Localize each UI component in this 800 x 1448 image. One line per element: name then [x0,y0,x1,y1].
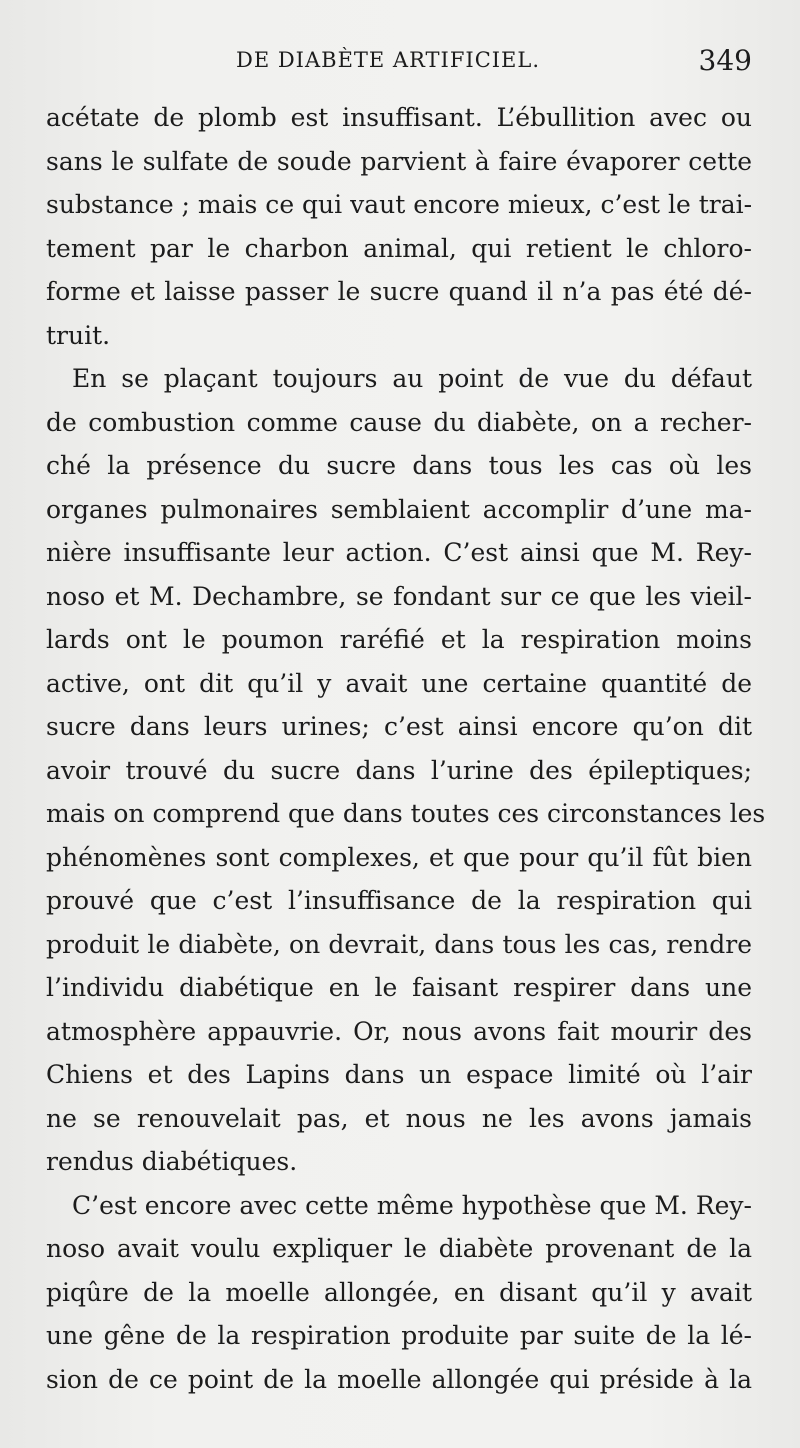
text-line: En se plaçant toujours au point de vue du défaut [72,364,752,393]
text-line: lards ont le poumon raréfié et la respiration moins [46,625,752,654]
text-line: phénomènes sont complexes, et que pour qu’il fût bien [46,842,752,872]
text-line: de combustion comme cause du diabète, on a recher- [46,407,752,437]
text-line: une gêne de la respiration produite par suite de la lé- [46,1321,752,1350]
text-line: active, ont dit qu’il y avait une certaine quantité de [46,668,752,698]
text-line: piqûre de la moelle allongée, en disant qu’il y avait [46,1277,752,1307]
body-text [46,96,766,1401]
text-line: ne se renouvelait pas, et nous ne les avons jamais [46,1103,752,1133]
text-line: ché la présence du sucre dans tous les cas où les [46,451,752,480]
text-line: forme et laisse passer le sucre quand il n’a pas été dé- [46,277,752,306]
text-line: sans le sulfate de soude parvient à faire évaporer cette [46,146,752,176]
text-line: produit le diabète, on devrait, dans tous les cas, rendre [46,929,752,959]
text-line: sion de ce point de la moelle allongée qui préside à la [46,1364,752,1394]
text-line: acétate de plomb est insuffisant. L’ébullition avec ou [46,103,752,132]
text-line: tement par le charbon animal, qui retient le chloro- [46,233,752,263]
text-line: substance ; mais ce qui vaut encore mieux, c’est le trai- [46,190,753,219]
text-line: mais on comprend que dans toutes ces circonstances les [46,799,766,828]
text-line: nière insuffisante leur action. C’est ainsi que M. Rey- [46,538,752,567]
text-line: prouvé que c’est l’insuffisance de la respiration qui [46,886,752,915]
text-line: C’est encore avec cette même hypothèse que M. Rey- [72,1190,753,1220]
text-line: atmosphère appauvrie. Or, nous avons fait mourir des [46,1016,752,1046]
text-line: l’individu diabétique en le faisant respirer dans une [46,973,752,1002]
text-line: rendus diabétiques. [46,1147,298,1176]
running-head [46,44,752,84]
text-line: noso et M. Dechambre, se fondant sur ce que les vieil- [46,581,752,611]
text-line: avoir trouvé du sucre dans l’urine des épileptiques; [46,755,752,785]
running-title: DE DIABÈTE ARTIFICIEL. [236,48,541,72]
text-line: organes pulmonaires semblaient accomplir d’une ma- [46,494,752,524]
text-line: noso avait voulu expliquer le diabète provenant de la [46,1234,752,1263]
page-number: 349 [698,44,752,77]
text-line: truit. [46,320,111,350]
text-line: Chiens et des Lapins dans un espace limité où l’air [46,1060,752,1089]
text-line: sucre dans leurs urines; c’est ainsi encore qu’on dit [46,712,752,741]
